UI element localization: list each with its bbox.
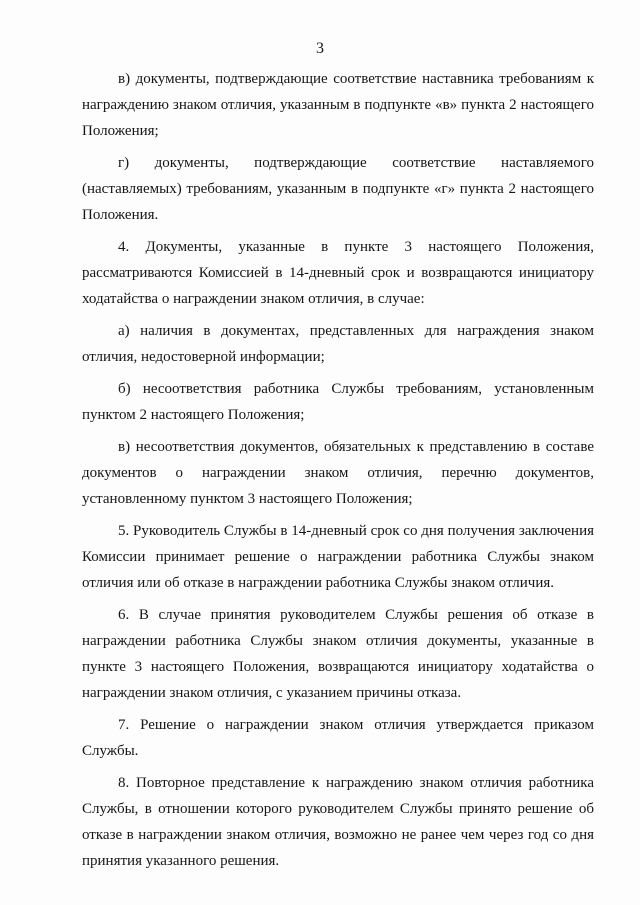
paragraph-5: 5. Руководитель Службы в 14-дневный срок со дня получения заключения Комиссии принимает решение о награждении работника Службы знаком отличия или об отказе в награждении работника Службы знаком отличия.: [82, 523, 594, 591]
paragraph-7: 7. Решение о награждении знаком отличия утверждается приказом Службы.: [82, 717, 594, 759]
paragraph-4b: б) несоответствия работника Службы требованиям, установленным пунктом 2 настоящего Положения;: [82, 381, 594, 423]
page-number: 3: [316, 40, 324, 57]
paragraph-3g: г) документы, подтверждающие соответствие наставляемого (наставляемых) требованиям, указанным в подпункте «г» пункта 2 настоящего Положения.: [82, 155, 594, 223]
paragraph-8: 8. Повторное представление к награждению знаком отличия работника Службы, в отношении которого руководителем Службы принято решение об отказе в награждении знаком отличия, возможно не ранее чем через год со дня принятия указанного решения.: [82, 775, 594, 869]
paragraph-4a: а) наличия в документах, представленных для награждения знаком отличия, недостоверной информации;: [82, 323, 594, 365]
paragraph-3v: в) документы, подтверждающие соответствие наставника требованиям к награждению знаком отличия, указанным в подпункте «в» пункта 2 настоящего Положения;: [82, 71, 594, 139]
paragraph-4v: в) несоответствия документов, обязательных к представлению в составе документов о награждении знаком отличия, перечню документов, установленному пунктом 3 настоящего Положения;: [82, 439, 594, 507]
paragraph-6: 6. В случае принятия руководителем Службы решения об отказе в награждении работника Службы знаком отличия документы, указанные в пункте 3 настоящего Положения, возвращаются инициатору ходатайства о награждении знаком отличия, с указанием причины отказа.: [82, 607, 594, 701]
paragraph-4: 4. Документы, указанные в пункте 3 настоящего Положения, рассматриваются Комиссией в 14-дневный срок и возвращаются инициатору ходатайства о награждении знаком отличия, в случае:: [82, 239, 594, 307]
document-body: [82, 66, 594, 880]
